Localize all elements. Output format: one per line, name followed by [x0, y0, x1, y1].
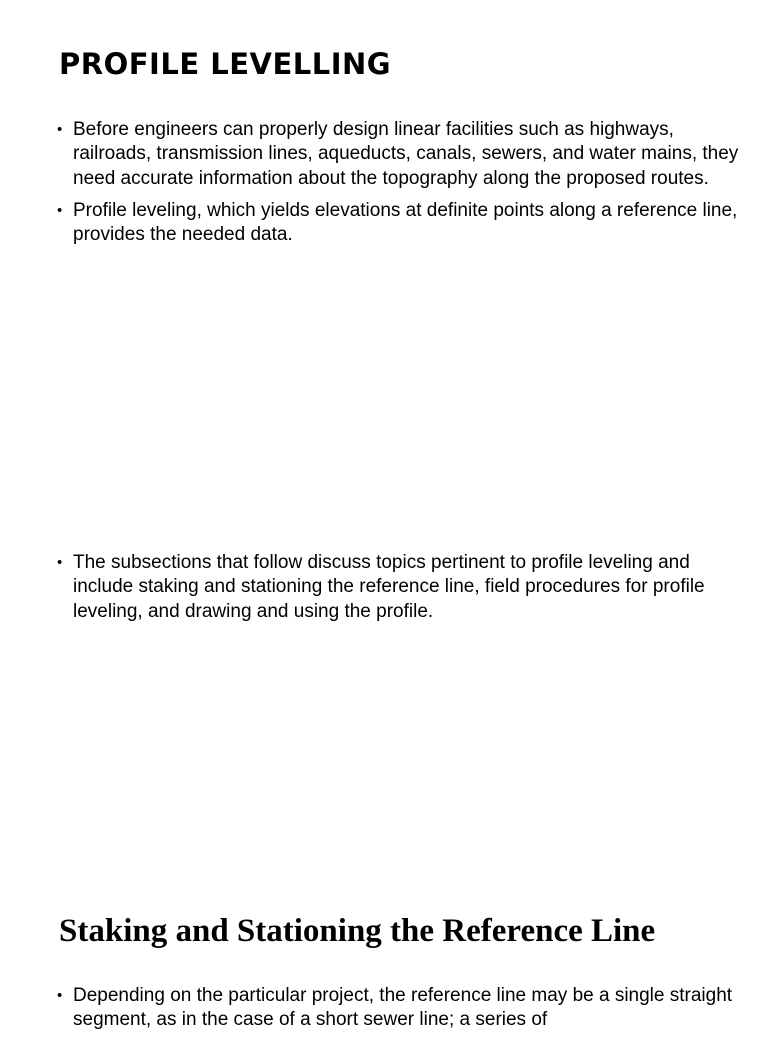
bullet-text: Profile leveling, which yields elevations at definite points along a reference line, provides the needed data.: [73, 199, 738, 246]
bullet-icon: •: [57, 987, 63, 1004]
list-item: [57, 551, 747, 624]
bullet-icon: •: [57, 121, 63, 138]
bullet-list-subsections: [57, 551, 747, 632]
bullet-list-reference-line: [57, 984, 747, 1041]
bullet-text: Depending on the particular project, the reference line may be a single straight segment, as in the case of a short sewer line; a series of: [73, 985, 733, 1031]
section-title: Staking and Stationing the Reference Line: [59, 913, 656, 949]
bullet-icon: •: [57, 554, 63, 571]
bullet-icon: •: [57, 201, 63, 219]
list-item: [57, 118, 747, 191]
slide-title: PROFILE LEVELLING: [59, 47, 392, 81]
list-item: [57, 984, 747, 1033]
bullet-list-intro: [57, 118, 747, 255]
list-item: [57, 199, 747, 248]
bullet-text: The subsections that follow discuss topics pertinent to profile leveling and include staking and stationing the reference line, field procedures for profile leveling, and drawing and using the profile.: [73, 552, 705, 622]
bullet-text: Before engineers can properly design linear facilities such as highways, railroads, transmission lines, aqueducts, canals, sewers, and water mains, they need accurate information about the topography along the proposed routes.: [73, 119, 739, 189]
